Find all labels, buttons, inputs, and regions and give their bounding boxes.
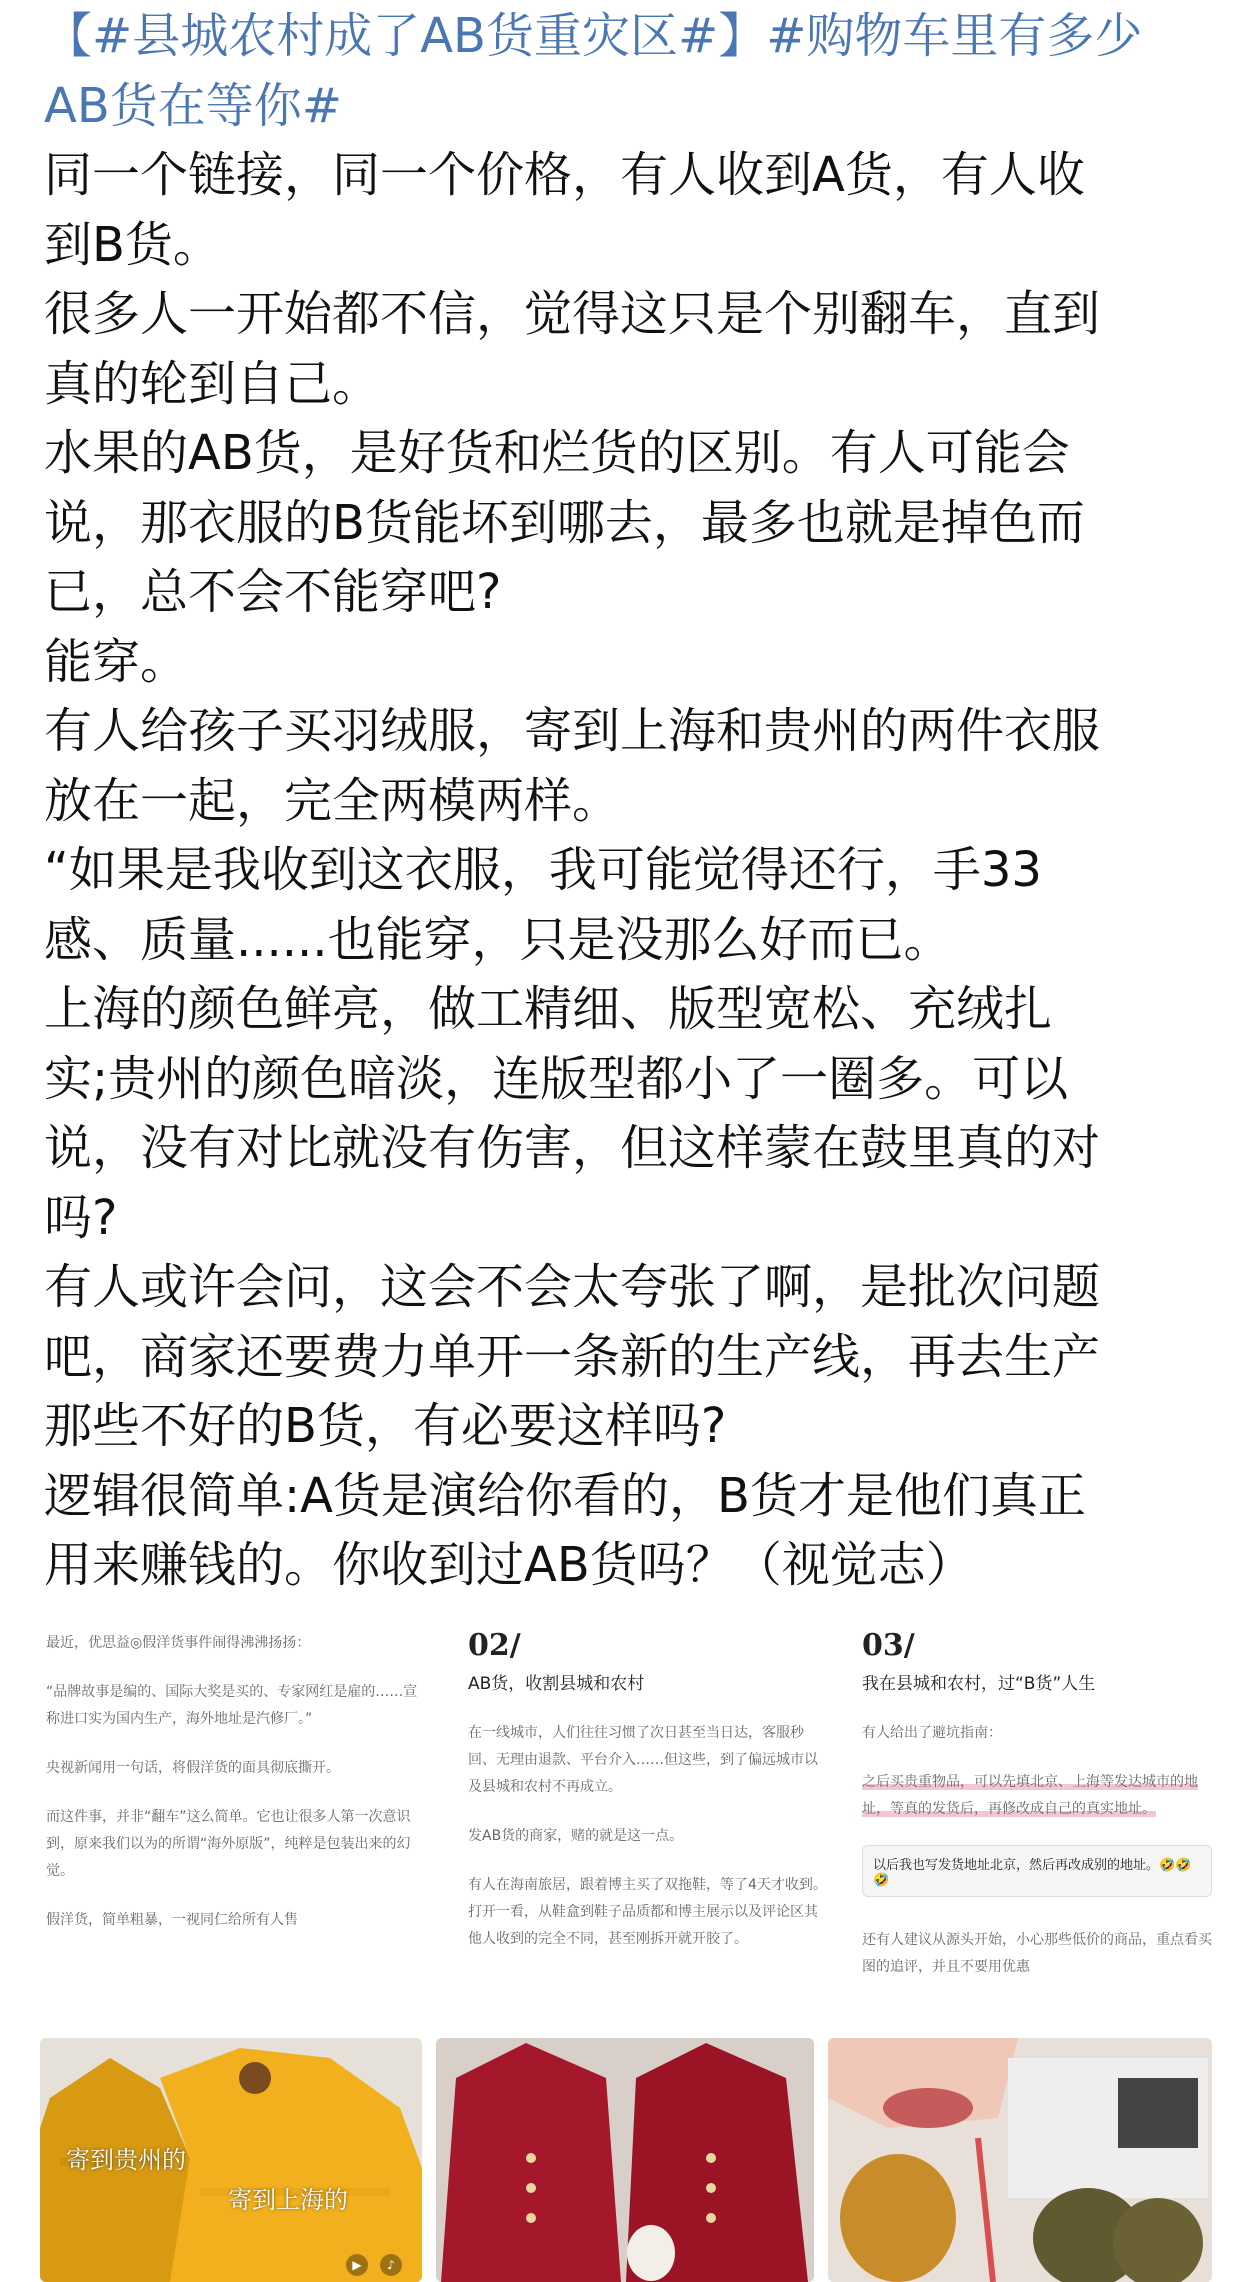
article2-paragraph: 发AB货的商家，赌的就是这一点。 [468,1828,684,1844]
post-line: 用来赚钱的。你收到过AB货吗？（视觉志） [44,1537,974,1593]
article1-paragraph: 而这件事，并非“翻车”这么简单。它也让很多人第一次意识到，原来我们以为的所谓“海外原版”，纯粹是包装出来的幻觉。 [46,1809,411,1879]
post-line: 吗? [44,1189,118,1246]
photo-pineapples[interactable] [828,2038,1212,2282]
post-line: 上海的颜色鲜亮，做工精细、版型宽松、充绒扎 [44,981,1053,1037]
post-line: 水果的AB货，是好货和烂货的区别。有人可能会 [44,425,1070,481]
photo-red-coats[interactable] [436,2038,814,2282]
article-image-1[interactable] [40,1628,427,2020]
post-line: 很多人一开始都不信，觉得这只是个别翻车，直到 [44,286,1101,342]
article2-paragraph: 有人在海南旅居，跟着博主买了双拖鞋，等了4天才收到。打开一看，从鞋盒到鞋子品质都和博主展示以及评论区其他人收到的完全不同，甚至刚拆开就开胶了。 [468,1877,827,1947]
photo-down-jackets[interactable] [40,2038,422,2282]
article2-paragraph: 在一线城市，人们往往习惯了次日甚至当日达，客服秒回、无理由退款、平台介入……但这些，到了偏远城市以及县城和农村不再成立。 [468,1725,818,1795]
post-line: 有人或许会问，这会不会太夸张了啊，是批次问题 [44,1259,1101,1315]
article3-paragraph: 还有人建议从源头开始，小心那些低价的商品，重点看买图的追评，并且不要用优惠 [862,1932,1212,1975]
play-icon[interactable]: ▶ [346,2254,368,2276]
article3-intro: 有人给出了避坑指南： [862,1725,1002,1741]
article-image-3[interactable] [862,1628,1212,2020]
weibo-post [44,0,1214,1601]
article1-paragraph: 央视新闻用一句话，将假洋货的面具彻底撕开。 [46,1760,340,1776]
post-line: 能穿。 [44,633,189,690]
post-line: 同一个链接，同一个价格，有人收到A货，有人收 [44,147,1085,203]
post-hashtag-line[interactable]: AB货在等你# [44,77,342,134]
post-line: 说，那衣服的B货能坏到哪去，最多也就是掉色而 [44,494,1085,551]
article3-highlight-paragraph [862,1769,1212,1823]
article-image-2[interactable] [468,1628,828,2020]
post-line: 说，没有对比就没有伤害，但这样蒙在鼓里真的对 [44,1120,1101,1176]
post-line: “如果是我收到这衣服，我可能觉得还行，手33 [44,842,1042,898]
comment-bubble: 以后我也写发货地址北京，然后再改成别的地址。🤣🤣🤣 [862,1845,1212,1897]
post-line: 那些不好的B货，有必要这样吗? [44,1398,727,1454]
image-grid [40,1628,1212,2282]
article2-section-number: 02/ [468,1628,521,1663]
post-line: 到B货。 [44,216,221,273]
post-line: 真的轮到自己。 [44,355,381,412]
article1-paragraph: “品牌故事是编的、国际大奖是买的、专家网红是雇的……宣称进口实为国内生产，海外地址是汽修厂。” [46,1684,418,1727]
coats-illustration [436,2038,814,2282]
volume-icon[interactable]: ♪ [380,2254,402,2276]
caption-shanghai: 寄到上海的 [228,2186,348,2214]
pineapples-illustration [828,2038,1212,2282]
article1-paragraph: 假洋货，简单粗暴，一视同仁给所有人售 [46,1912,298,1928]
article3-section-title: 我在县城和农村，过“B货”人生 [862,1674,1096,1694]
article3-section-number: 03/ [862,1628,915,1663]
post-line: 放在一起，完全两模两样。 [44,772,621,829]
post-line: 感、质量......也能穿，只是没那么好而已。 [44,911,952,968]
post-line: 已，总不会不能穿吧? [44,564,502,620]
article1-paragraph: 最近，优思益◎假洋货事件闹得沸沸扬扬： [46,1635,311,1651]
post-text [44,0,1214,1601]
post-line: 逻辑很简单:A货是演给你看的，B货才是他们真正 [44,1467,1086,1524]
post-line: 有人给孩子买羽绒服，寄到上海和贵州的两件衣服 [44,703,1101,759]
caption-guizhou: 寄到贵州的 [66,2146,186,2174]
post-hashtag-line[interactable]: 【#县城农村成了AB货重灾区#】#购物车里有多少 [44,8,1143,64]
article3-highlight: 之后买贵重物品，可以先填北京、上海等发达城市的地址，等真的发货后，再修改成自己的真实地址。 [862,1774,1198,1817]
post-line: 实;贵州的颜色暗淡，连版型都小了一圈多。可以 [44,1050,1069,1107]
article2-section-title: AB货，收割县城和农村 [468,1674,645,1694]
post-line: 吧，商家还要费力单开一条新的生产线，再去生产 [44,1328,1101,1385]
